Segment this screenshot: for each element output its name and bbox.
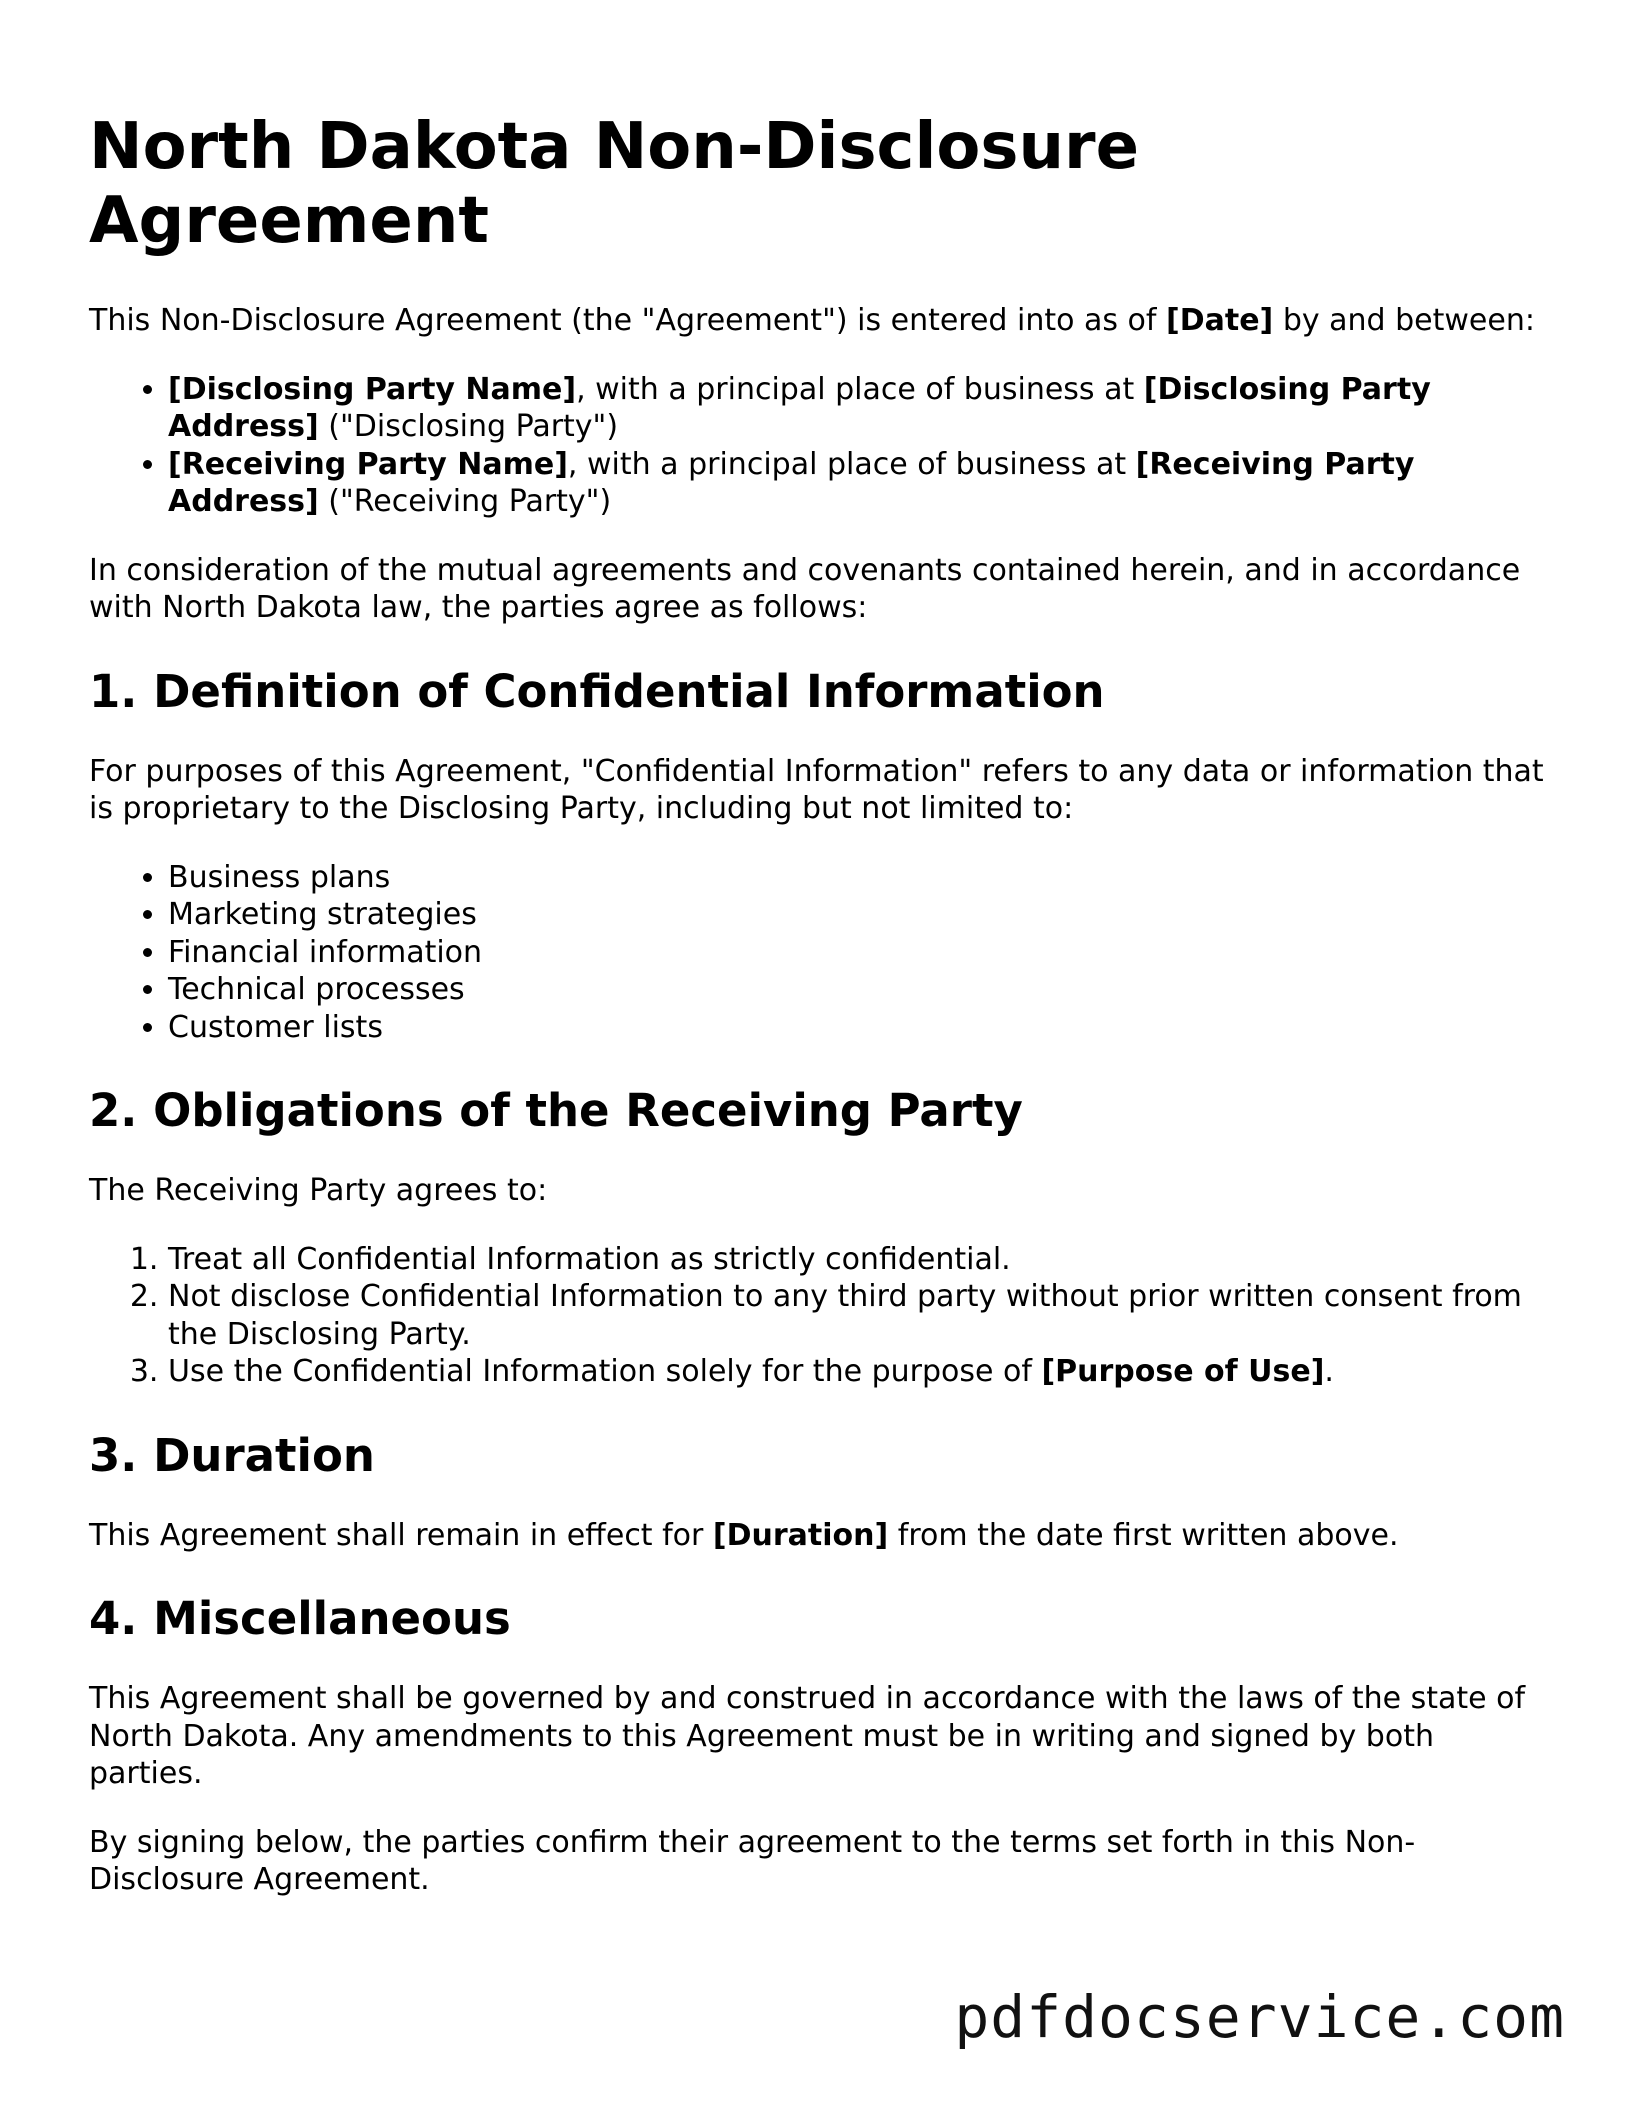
section-3-text (89, 1517, 1549, 1555)
parties-list (89, 371, 1549, 521)
purpose-placeholder: [Purpose of Use] (1041, 1354, 1325, 1389)
intro-paragraph (89, 302, 1549, 340)
receiving-party-name: [Receiving Party Name] (168, 446, 568, 482)
obligations-list (89, 1241, 1549, 1391)
date-placeholder: [Date] (1166, 303, 1274, 338)
section-4-heading: 4. Miscellaneous (89, 1592, 511, 1645)
list-item: • Marketing strategies (168, 896, 1549, 934)
party-item-receiving (168, 446, 1549, 521)
disclosing-party-address: [Disclosing Party Address] (168, 371, 1431, 444)
intro-after: by and between: (1273, 303, 1535, 338)
intro-before: This Non-Disclosure Agreement (the "Agreement") is entered into as of (89, 303, 1167, 338)
obligation-item-1: 1. Treat all Confidential Information as strictly confidential. (168, 1241, 1549, 1279)
document-page (89, 110, 1549, 1930)
receiving-party-address: [Receiving Party Address] (168, 446, 1415, 519)
consideration-paragraph: In consideration of the mutual agreements and covenants contained herein, and in accordance with North Dakota law, the parties agree as follows: (89, 552, 1521, 625)
party-item-disclosing (168, 371, 1549, 446)
list-item: • Customer lists (168, 1009, 1549, 1047)
receiving-party-middle: , with a principal place of business at (567, 446, 1136, 482)
duration-after: from the date first written above. (888, 1517, 1399, 1553)
section-1-heading: 1. Definition of Confidential Information (89, 664, 1105, 718)
obligation-3-before: Use the Confidential Information solely for the purpose of (168, 1354, 1042, 1389)
obligation-item-2: 2. Not disclose Confidential Information to any third party without prior written consent from the Disclosing Party. (168, 1278, 1549, 1353)
section-2-heading: 2. Obligations of the Receiving Party (89, 1084, 1023, 1137)
section-4-text: This Agreement shall be governed by and construed in accordance with the laws of the state of North Dakota. Any amendments to this Agreement must be in writing and signed by both parties. (89, 1681, 1526, 1791)
section-2-text: The Receiving Party agrees to: (89, 1173, 548, 1208)
disclosing-party-name: [Disclosing Party Name] (168, 371, 577, 407)
section-1-text: For purposes of this Agreement, "Confidential Information" refers to any data or information that is proprietary to the Disclosing Party, including but not limited to: (89, 753, 1544, 826)
closing-paragraph: By signing below, the parties confirm their agreement to the terms set forth in this Non-Disclosure Agreement. (89, 1824, 1416, 1897)
list-item: • Financial information (168, 934, 1549, 972)
duration-placeholder: [Duration] (712, 1517, 889, 1553)
confidential-info-list (89, 859, 1549, 1047)
receiving-party-role: ("Receiving Party") (318, 484, 612, 519)
section-3-heading: 3. Duration (89, 1428, 375, 1482)
duration-before: This Agreement shall remain in effect for (89, 1517, 713, 1553)
obligation-3-after: . (1324, 1354, 1334, 1389)
watermark-text: pdfdocservice.com (954, 1983, 1565, 2051)
list-item: • Business plans (168, 859, 1549, 897)
document-title: North Dakota Non-Disclosure Agreement (89, 110, 1139, 258)
disclosing-party-role: ("Disclosing Party") (318, 409, 619, 444)
list-item: • Technical processes (168, 971, 1549, 1009)
obligation-item-3 (168, 1353, 1549, 1391)
disclosing-party-middle: , with a principal place of business at (576, 371, 1144, 407)
